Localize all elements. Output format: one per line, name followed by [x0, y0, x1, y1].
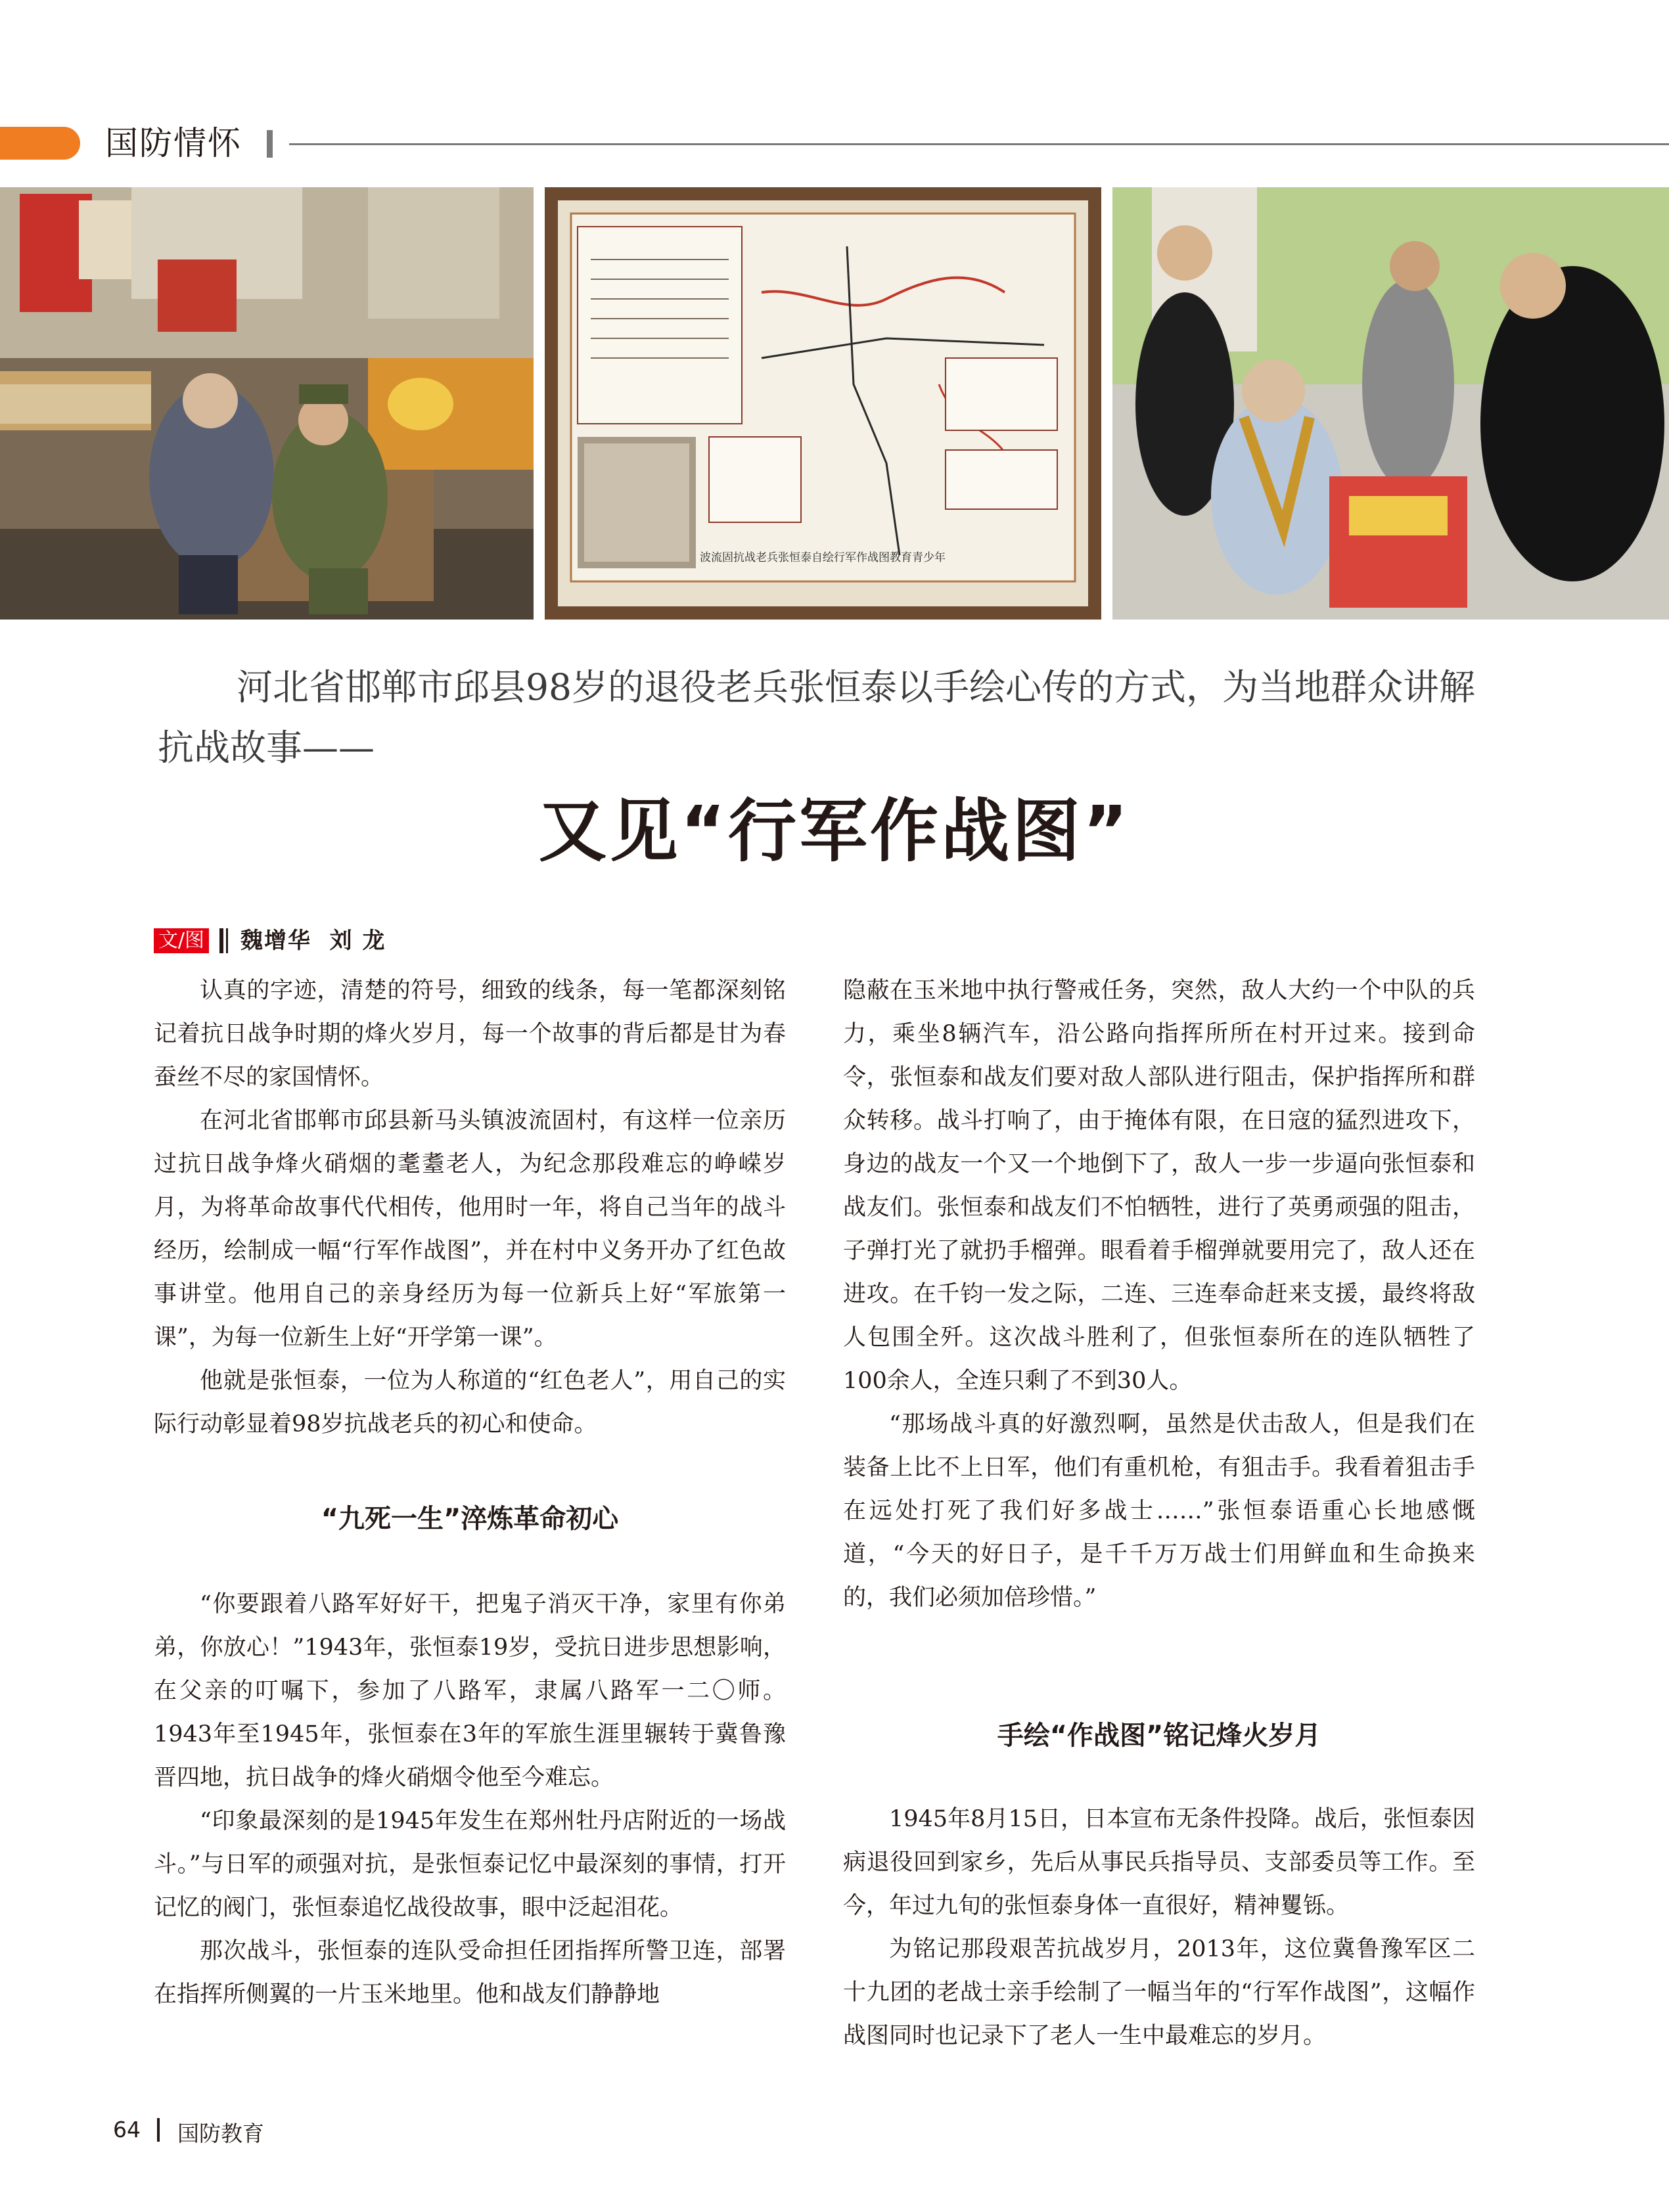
lead-paragraph: 河北省邯郸市邱县98岁的退役老兵张恒泰以手绘心传的方式，为当地群众讲解抗战故事——	[158, 666, 1475, 769]
paragraph: “你要跟着八路军好好干，把鬼子消灭干净，家里有你弟弟，你放心！”1943年，张恒泰19岁，受抗日进步思想影响，在父亲的叮嘱下，参加了八路军，隶属八路军一二〇师。1943年至1945年，张恒泰在3年的军旅生涯里辗转于冀鲁豫晋四地，抗日战争的烽火硝烟令他至今难忘。	[154, 1591, 786, 1791]
page-number: 64	[113, 2117, 141, 2142]
paragraph: 1945年8月15日，日本宣布无条件投降。战后，张恒泰因病退役回到家乡，先后从事民兵指导员、支部委员等工作。至今，年过九旬的张恒泰身体一直很好，精神矍铄。	[843, 1806, 1475, 1919]
photo-veteran-with-soldier	[0, 187, 534, 620]
paragraph: “那场战斗真的好激烈啊，虽然是伏击敌人，但是我们在装备上比不上日军，他们有重机枪，有狙击手。我看着狙击手在远处打死了我们好多战士……”张恒泰语重心长地感慨道，“今天的好日子，是千千万万战士们用鲜血和生命换来的，我们必须加倍珍惜。”	[843, 1411, 1475, 1611]
column-2-top	[843, 969, 1475, 1619]
subheading-1: “九死一生”淬炼革命初心	[321, 1504, 619, 1534]
paragraph: 他就是张恒泰，一位为人称道的“红色老人”，用自己的实际行动彰显着98岁抗战老兵的初心和使命。	[154, 1368, 786, 1437]
section-divider	[267, 130, 273, 158]
section-tab	[0, 127, 80, 160]
paragraph: 为铭记那段艰苦抗战岁月，2013年，这位冀鲁豫军区二十九团的老战士亲手绘制了一幅当年的“行军作战图”，这幅作战图同时也记录下了老人一生中最难忘的岁月。	[843, 1936, 1475, 2049]
byline-divider	[219, 928, 223, 953]
paragraph: 隐蔽在玉米地中执行警戒任务，突然，敌人大约一个中队的兵力，乘坐8辆汽车，沿公路向指挥所所在村开过来。接到命令，张恒泰和战友们要对敌人部队进行阻击，保护指挥所和群众转移。战斗打响了，由于掩体有限，在日寇的猛烈进攻下，身边的战友一个又一个地倒下了，敌人一步一步逼向张恒泰和战友们。张恒泰和战友们不怕牺牲，进行了英勇顽强的阻击，子弹打光了就扔手榴弹。眼看着手榴弹就要用完了，敌人还在进攻。在千钧一发之际，二连、三连奉命赶来支援，最终将敌人包围全歼。这次战斗胜利了，但张恒泰所在的连队牺牲了100余人，全连只剩了不到30人。	[843, 978, 1475, 1394]
photo-veteran-receiving-certificate	[1112, 187, 1669, 620]
header-rule	[289, 143, 1669, 145]
byline-divider-thin	[226, 928, 228, 953]
column-2-bottom	[843, 1797, 1475, 2058]
paragraph: 那次战斗，张恒泰的连队受命担任团指挥所警卫连，部署在指挥所侧翼的一片玉米地里。他和战友们静静地	[154, 1938, 786, 2008]
headline: 又见“行军作战图”	[538, 791, 1131, 871]
section-title: 国防情怀	[105, 124, 242, 162]
magazine-name: 国防教育	[177, 2121, 264, 2146]
column-1-bottom	[154, 1583, 786, 2016]
paragraph: “印象最深刻的是1945年发生在郑州牡丹店附近的一场战斗。”与日军的顽强对抗，是张恒泰记忆中最深刻的事情，打开记忆的阀门，张恒泰追忆战役故事，眼中泛起泪花。	[154, 1808, 786, 1921]
paragraph: 认真的字迹，清楚的符号，细致的线条，每一笔都深刻铭记着抗日战争时期的烽火岁月，每一个故事的背后都是甘为春蚕丝不尽的家国情怀。	[154, 978, 786, 1091]
byline-label: 文/图	[154, 928, 209, 953]
byline-authors: 魏增华 刘 龙	[240, 928, 386, 954]
subheading-2: 手绘“作战图”铭记烽火岁月	[997, 1721, 1321, 1751]
paragraph: 在河北省邯郸市邱县新马头镇波流固村，有这样一位亲历过抗日战争烽火硝烟的耄耋老人，为纪念那段难忘的峥嵘岁月，为将革命故事代代相传，他用时一年，将自己当年的战斗经历，绘制成一幅“行军作战图”，并在村中义务开办了红色故事讲堂。他用自己的亲身经历为每一位新兵上好“军旅第一课”，为每一位新生上好“开学第一课”。	[154, 1108, 786, 1351]
footer-divider	[157, 2118, 160, 2142]
map-caption: 波流固抗战老兵张恒泰自绘行军作战图教育青少年	[700, 551, 946, 564]
column-1-top	[154, 969, 786, 1446]
